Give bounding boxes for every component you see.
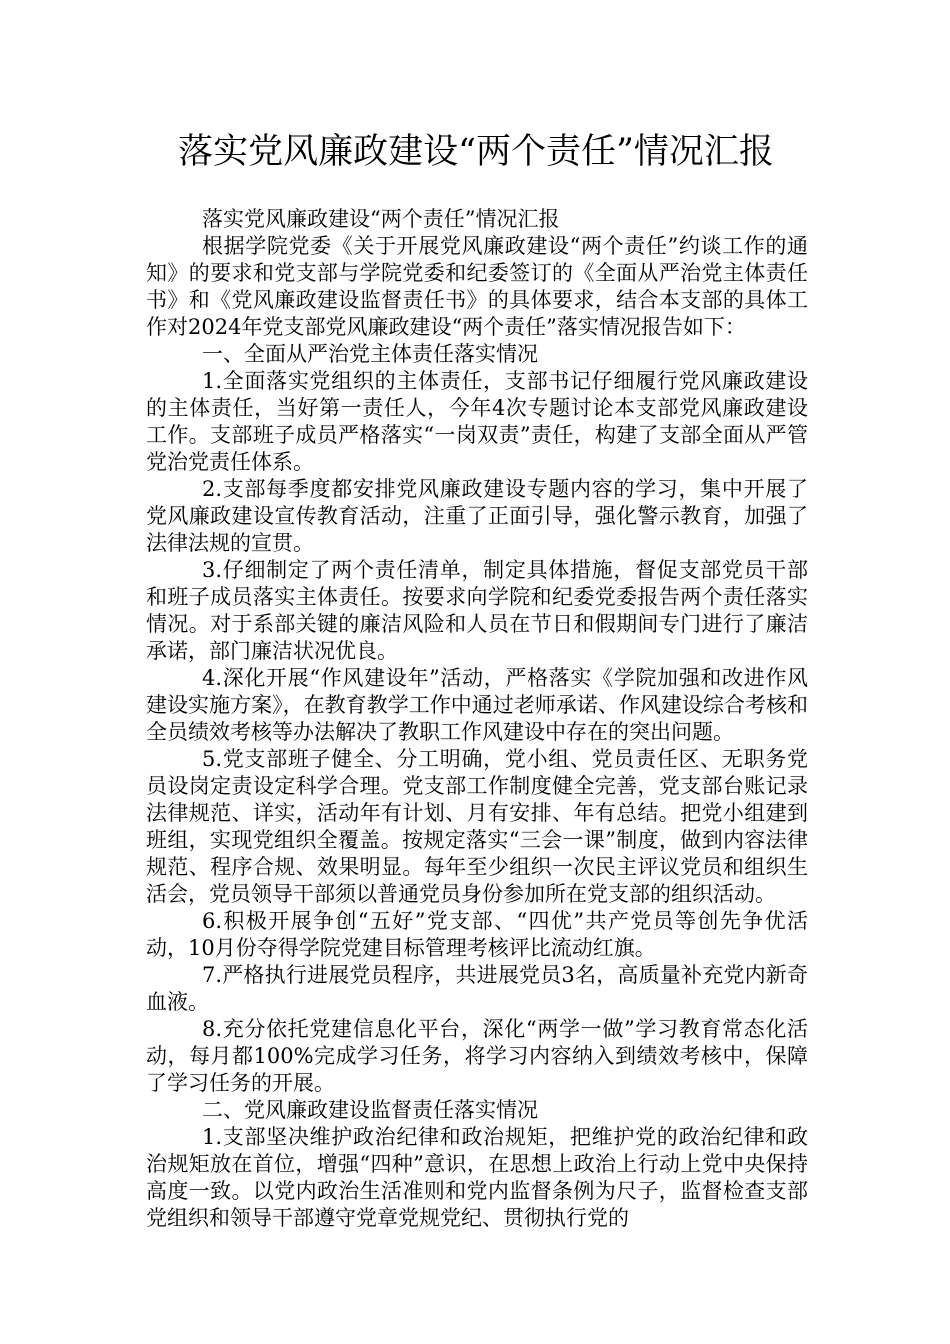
paragraph-item: 1.全面落实党组织的主体责任，支部书记仔细履行党风廉政建设的主体责任，当好第一责任人，今年4次专题讨论本支部党风廉政建设工作。支部班子成员严格落实“一岗双责”责任，构建了支部全面从严管党治党责任体系。 bbox=[146, 369, 808, 474]
paragraph-item: 3.仔细制定了两个责任清单，制定具体措施，督促支部党员干部和班子成员落实主体责任。按要求向学院和纪委党委报告两个责任落实情况。对于系部关键的廉洁风险和人员在节日和假期间专门进行了廉洁承诺，部门廉洁状况优良。 bbox=[146, 558, 808, 663]
paragraph-item: 7.严格执行进展党员程序，共进展党员3名，高质量补充党内新奇血液。 bbox=[146, 963, 808, 1014]
paragraph-item: 2.支部每季度都安排党风廉政建设专题内容的学习，集中开展了党风廉政建设宣传教育活动，注重了正面引导，强化警示教育，加强了法律法规的宣贯。 bbox=[146, 477, 808, 555]
paragraph-item: 8.充分依托党建信息化平台，深化“两学一做”学习教育常态化活动，每月都100%完成学习任务，将学习内容纳入到绩效考核中，保障了学习任务的开展。 bbox=[146, 1017, 808, 1095]
section-heading-2: 二、党风廉政建设监督责任落实情况 bbox=[202, 1098, 538, 1122]
paragraph-item: 6.积极开展争创“五好”党支部、“四优”共产党员等创先争优活动，10月份夺得学院党建目标管理考核评比流动红旗。 bbox=[146, 909, 808, 960]
paragraph-subtitle: 落实党风廉政建设“两个责任”情况汇报 bbox=[202, 207, 560, 231]
section-heading-1: 一、全面从严治党主体责任落实情况 bbox=[202, 342, 538, 366]
paragraph-intro: 根据学院党委《关于开展党风廉政建设“两个责任”约谈工作的通知》的要求和党支部与学院党委和纪委签订的《全面从严治党主体责任书》和《党风廉政建设监督责任书》的具体要求，结合本支部的具体工作对2024年党支部党风廉政建设“两个责任”落实情况报告如下： bbox=[146, 234, 808, 339]
paragraph-item: 4.深化开展“作风建设年”活动，严格落实《学院加强和改进作风建设实施方案》，在教育教学工作中通过老师承诺、作风建设综合考核和全员绩效考核等办法解决了教职工作风建设中存在的突出问题。 bbox=[146, 666, 808, 744]
document-page bbox=[146, 128, 808, 1232]
paragraph-item: 5.党支部班子健全、分工明确，党小组、党员责任区、无职务党员设岗定责设定科学合理。党支部工作制度健全完善，党支部台账记录法律规范、详实，活动年有计划、月有安排、年有总结。把党小组建到班组，实现党组织全覆盖。按规定落实“三会一课”制度，做到内容法律规范、程序合规、效果明显。每年至少组织一次民主评议党员和组织生活会，党员领导干部须以普通党员身份参加所在党支部的组织活动。 bbox=[146, 747, 808, 906]
paragraph-item: 1.支部坚决维护政治纪律和政治规矩，把维护党的政治纪律和政治规矩放在首位，增强“四种”意识，在思想上政治上行动上党中央保持高度一致。以党内政治生活准则和党内监督条例为尺子，监督检查支部党组织和领导干部遵守党章党规党纪、贯彻执行党的 bbox=[146, 1125, 808, 1230]
document-body bbox=[146, 206, 808, 1232]
document-title: 落实党风廉政建设“两个责任”情况汇报 bbox=[178, 132, 774, 172]
